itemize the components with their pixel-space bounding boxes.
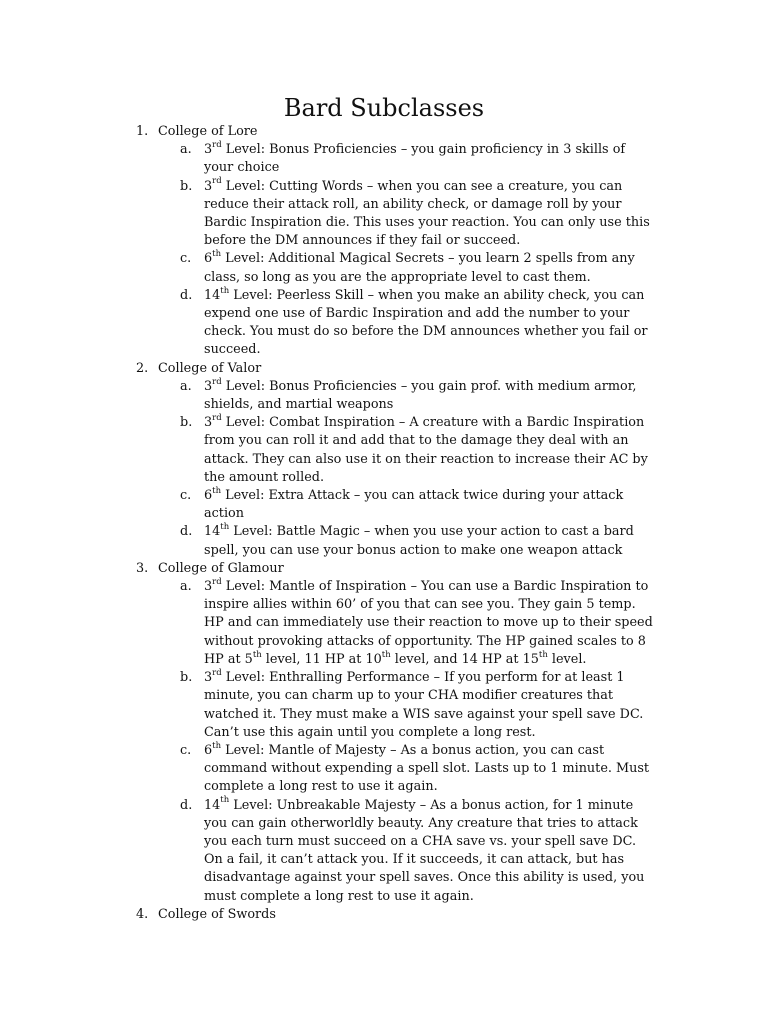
feature-item: [180, 285, 654, 360]
list-letter: b.: [180, 670, 193, 686]
feature-level: 3: [204, 178, 213, 194]
feature-item: [180, 176, 654, 251]
ordinal-suffix: rd: [212, 176, 222, 187]
list-letter: b.: [180, 178, 193, 194]
feature-level: 6: [204, 742, 213, 758]
college-name: College of Glamour: [158, 560, 284, 576]
feature-list: [158, 141, 698, 359]
college-item: [0, 123, 698, 360]
feature-level: 6: [204, 488, 213, 504]
ordinal-suffix: th: [252, 649, 262, 660]
feature-text: Level: Mantle of Majesty – As a bonus action, you can cast command without expending a spell slot. Lasts up to 1 minute. Must complete a long rest to use it again.: [204, 742, 650, 795]
feature-text: level, 11 HP at 10: [261, 651, 382, 667]
feature-item: [180, 740, 654, 797]
feature-level: 3: [204, 378, 213, 394]
list-letter: b.: [180, 415, 193, 431]
feature-level: 6: [204, 251, 213, 267]
college-name: College of Lore: [158, 124, 258, 139]
college-item: [0, 906, 698, 924]
list-letter: d.: [180, 524, 193, 540]
ordinal-suffix: th: [220, 522, 230, 533]
feature-item: [180, 412, 654, 487]
feature-level: 14: [204, 524, 221, 540]
feature-list: [158, 578, 698, 906]
ordinal-suffix: rd: [212, 667, 222, 678]
feature-text: Level: Enthralling Performance – If you perform for at least 1 minute, you can charm up to your CHA modifier creatures that watched it. They must make a WIS save against your spell save DC. Can’t use this again until you complete a long rest.: [204, 670, 644, 740]
list-letter: c.: [180, 488, 192, 504]
feature-text: Level: Bonus Proficiencies – you gain proficiency in 3 skills of your choice: [204, 142, 626, 176]
feature-text: Level: Unbreakable Majesty – As a bonus action, for 1 minute you can gain otherworldly beauty. Any creature that tries to attack you each turn must succeed on a CHA save vs. your spell save DC. On a fail, it can’t attack you. If it succeeds, it can attack, but has disadvantage against your spell saves. Once this ability is used, you must complete a long rest to use it again.: [204, 797, 645, 904]
college-item: [0, 560, 698, 906]
feature-item: [180, 522, 654, 559]
page-title: Bard Subclasses: [283, 94, 485, 122]
list-letter: c.: [180, 251, 192, 267]
ordinal-suffix: th: [538, 649, 548, 660]
feature-text: Level: Combat Inspiration – A creature with a Bardic Inspiration from you can roll it and add that to the damage they deal with an attack. They can also use it on their reaction to increase their AC by the amount rolled.: [204, 415, 648, 485]
ordinal-suffix: rd: [212, 376, 222, 387]
feature-text: Level: Mantle of Inspiration – You can use a Bardic Inspiration to inspire allies within 60’ of you that can see you. They gain 5 temp. HP and can immediately use their reaction to move up to their speed without provoking attacks of opportunity. The HP gained scales to 8 HP at 5: [204, 579, 653, 667]
feature-text: Level: Additional Magical Secrets – you learn 2 spells from any class, so long as you are the appropriate level to cast them.: [204, 251, 635, 285]
college-list: [0, 123, 698, 924]
feature-level: 14: [204, 287, 221, 303]
feature-item: [180, 139, 654, 177]
list-letter: a.: [180, 142, 192, 158]
list-letter: a.: [180, 378, 192, 394]
feature-text: Level: Cutting Words – when you can see a creature, you can reduce their attack roll, an ability check, or damage roll by your Bardic Inspiration die. This uses your reaction. You can only use this before the DM announces if they fail or succeed.: [204, 178, 650, 249]
ordinal-suffix: rd: [212, 576, 222, 587]
feature-item: [180, 795, 654, 906]
feature-text: level, and 14 HP at 15: [390, 651, 539, 667]
feature-text: Level: Bonus Proficiencies – you gain prof. with medium armor, shields, and martial weapons: [204, 378, 637, 413]
list-letter: a.: [180, 579, 192, 595]
feature-item: [180, 576, 654, 669]
college-name: College of Swords: [158, 906, 276, 922]
college-item: [0, 360, 698, 560]
feature-text: Level: Extra Attack – you can attack twice during your attack action: [204, 488, 624, 522]
feature-text: level.: [547, 651, 587, 667]
ordinal-suffix: th: [220, 285, 230, 296]
ordinal-suffix: th: [220, 795, 230, 806]
feature-level: 3: [204, 579, 213, 595]
list-number: 4.: [136, 906, 149, 922]
feature-item: [180, 376, 654, 414]
feature-item: [180, 485, 654, 523]
ordinal-suffix: th: [212, 485, 222, 496]
feature-level: 3: [204, 415, 213, 431]
feature-level: 14: [204, 797, 221, 813]
list-number: 2.: [136, 360, 149, 376]
ordinal-suffix: rd: [212, 139, 222, 150]
ordinal-suffix: th: [212, 249, 222, 260]
list-number: 3.: [136, 560, 149, 576]
feature-item: [180, 249, 654, 286]
list-number: 1.: [136, 124, 149, 139]
feature-list: [158, 378, 698, 560]
feature-item: [180, 667, 654, 742]
list-letter: c.: [180, 742, 192, 758]
feature-level: 3: [204, 670, 213, 686]
feature-text: Level: Battle Magic – when you use your action to cast a bard spell, you can use your bonus action to make one weapon attack: [204, 524, 634, 558]
college-name: College of Valor: [158, 360, 262, 376]
ordinal-suffix: rd: [212, 412, 222, 423]
feature-level: 3: [204, 142, 213, 158]
ordinal-suffix: th: [212, 740, 222, 751]
list-letter: d.: [180, 287, 193, 303]
list-letter: d.: [180, 797, 193, 813]
feature-text: Level: Peerless Skill – when you make an ability check, you can expend one use of Bardic Inspiration and add the number to your check. You must do so before the DM announces whether you fail or succeed.: [204, 287, 648, 358]
ordinal-suffix: th: [381, 649, 391, 660]
